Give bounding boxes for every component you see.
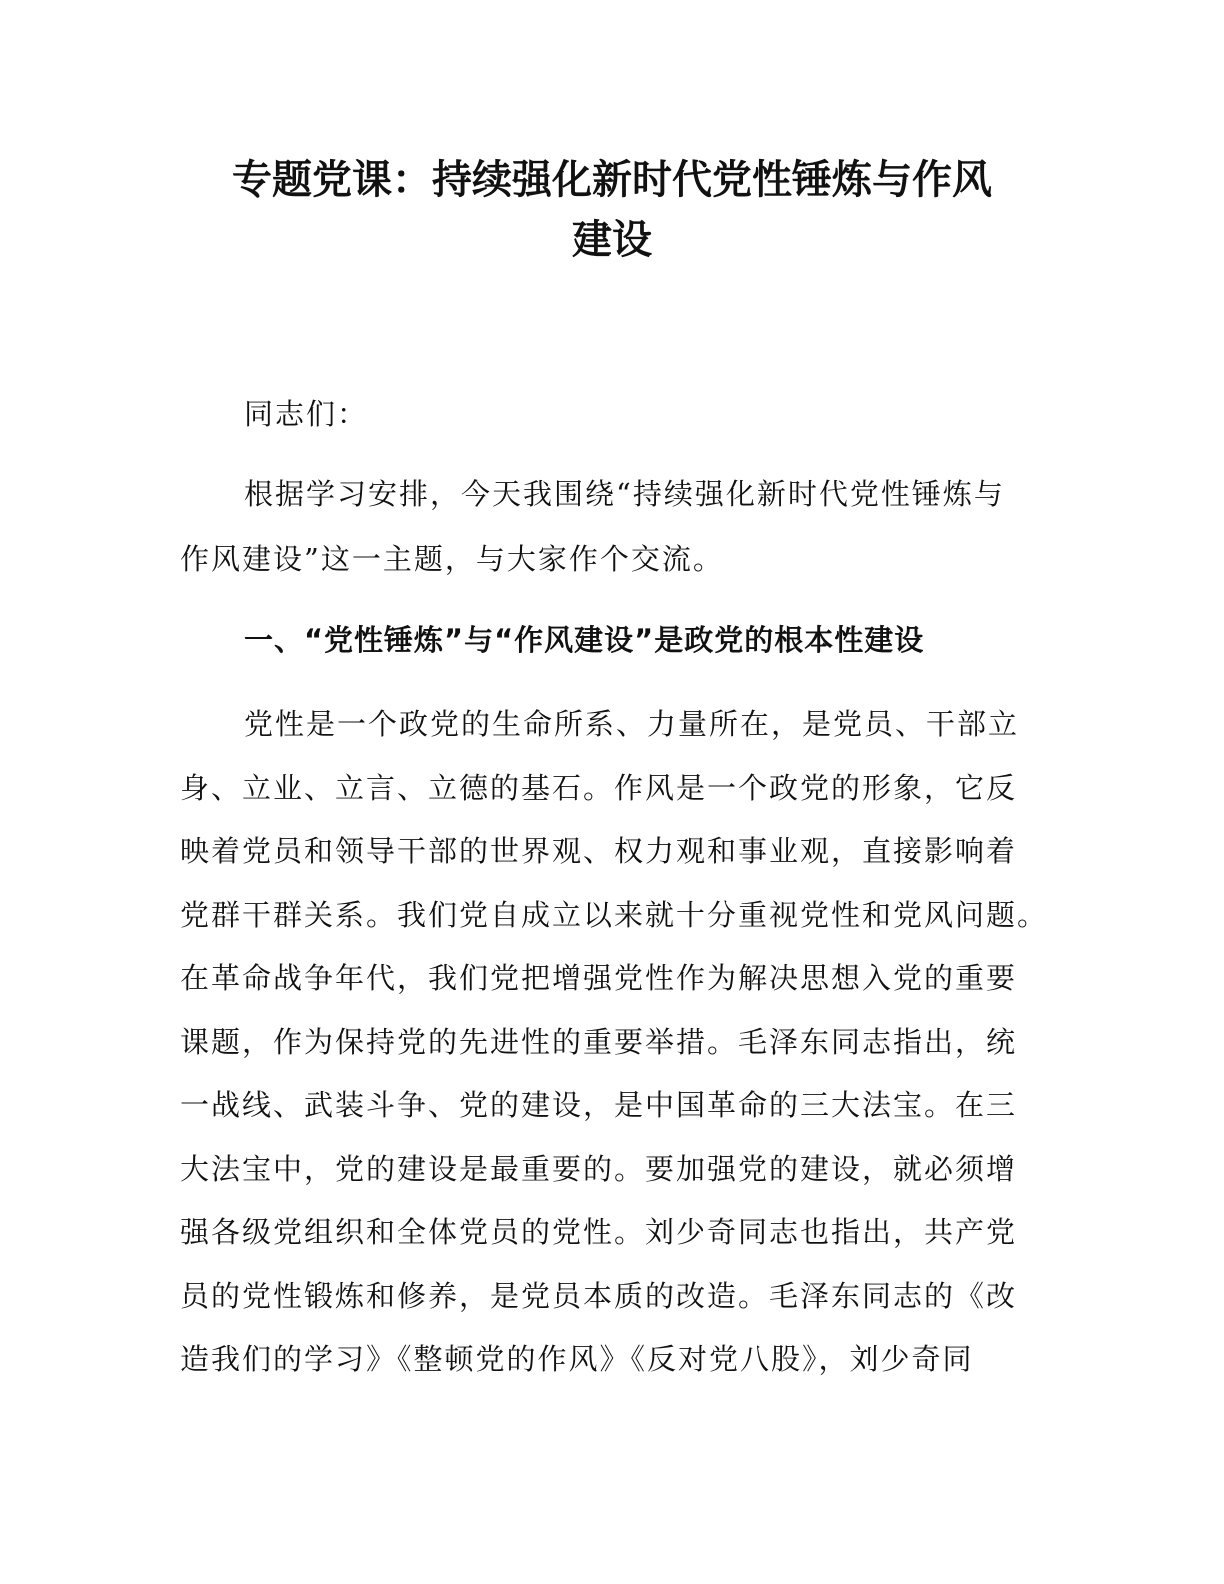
paragraph-line-9: 强各级党组织和全体党员的党性。刘少奇同志也指出，共产党	[180, 1215, 1018, 1249]
document-title-line-1: 专题党课：持续强化新时代党性锤炼与作风	[232, 157, 992, 203]
paragraph-line-3: 映着党员和领导干部的世界观、权力观和事业观，直接影响着	[180, 834, 1018, 868]
paragraph-line-5: 在革命战争年代，我们党把增强党性作为解决思想入党的重要	[180, 961, 1018, 995]
salutation: 同志们：	[244, 397, 369, 431]
document-title-line-2: 建设	[572, 217, 652, 263]
paragraph-line-11: 造我们的学习》《整顿党的作风》《反对党八股》，刘少奇同	[180, 1342, 974, 1376]
paragraph-line-4: 党群干群关系。我们党自成立以来就十分重视党性和党风问题。	[180, 898, 1049, 932]
paragraph-line-7: 一战线、武装斗争、党的建设，是中国革命的三大法宝。在三	[180, 1088, 1018, 1122]
section-heading: 一、“党性锤炼”与“作风建设”是政党的根本性建设	[244, 623, 925, 657]
paragraph-line-6: 课题，作为保持党的先进性的重要举措。毛泽东同志指出，统	[180, 1025, 1018, 1059]
paragraph-line-1: 党性是一个政党的生命所系、力量所在，是党员、干部立	[244, 707, 1020, 741]
paragraph-line-10: 员的党性锻炼和修养，是党员本质的改造。毛泽东同志的《改	[180, 1279, 1018, 1313]
intro-line-1: 根据学习安排，今天我围绕“持续强化新时代党性锤炼与	[244, 477, 1005, 511]
paragraph-line-8: 大法宝中，党的建设是最重要的。要加强党的建设，就必须增	[180, 1152, 1018, 1186]
paragraph-line-2: 身、立业、立言、立德的基石。作风是一个政党的形象，它反	[180, 771, 1018, 805]
intro-line-2: 作风建设”这一主题，与大家作个交流。	[180, 542, 724, 576]
